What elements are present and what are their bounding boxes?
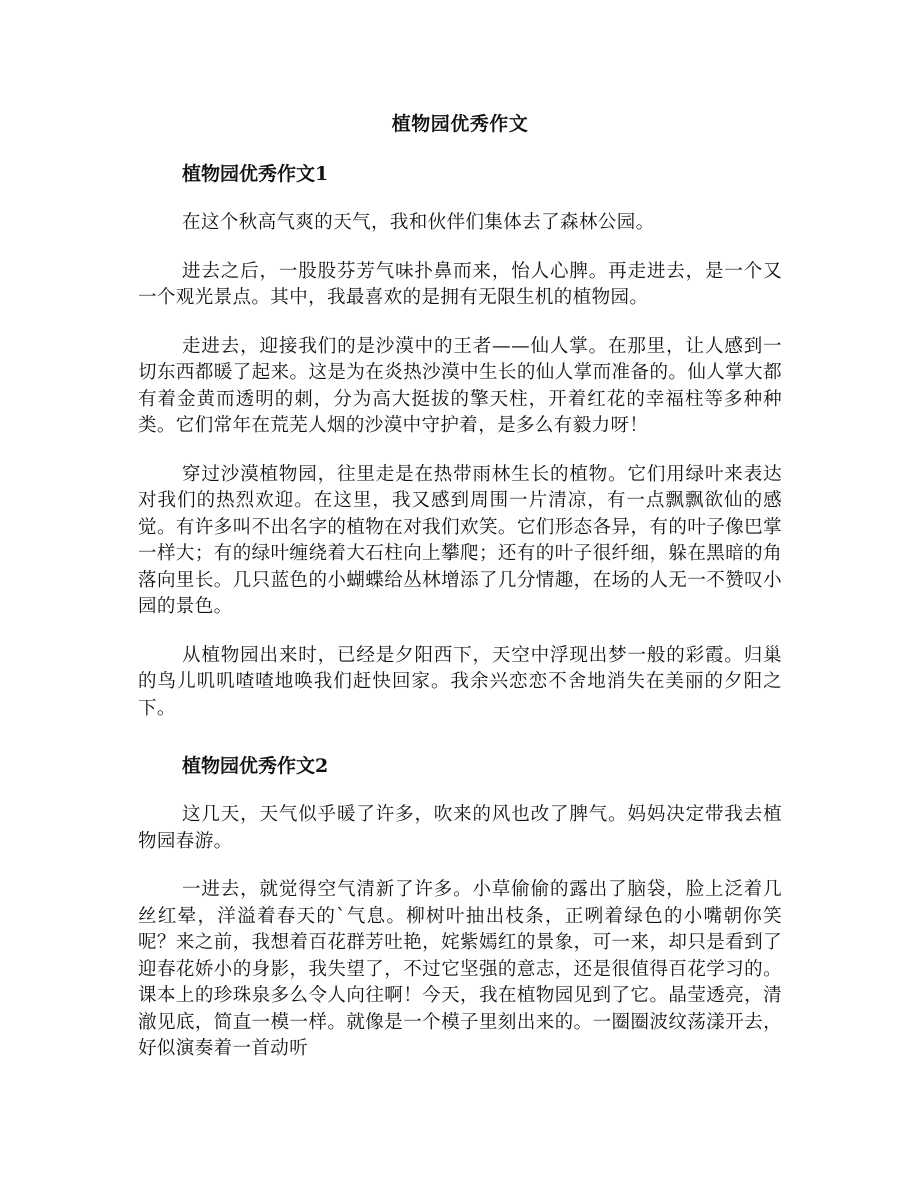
paragraph: 在这个秋高气爽的天气，我和伙伴们集体去了森林公园。	[182, 212, 655, 233]
document-title: 植物园优秀作文	[391, 113, 529, 135]
paragraph: 穿过沙漠植物园，往里走是在热带雨林生长的植物。它们用绿叶来表达对我们的热烈欢迎。在这里，我又感到周围一片清凉，有一点飘飘欲仙的感觉。有许多叫不出名字的植物在对我们欢笑。它们形态各异，有的叶子像巴掌一样大；有的绿叶缠绕着大石柱向上攀爬；还有的叶子很纤细，躲在黑暗的角落向里长。几只蓝色的小蝴蝶给丛林增添了几分情趣，在场的人无一不赞叹小园的景色。	[138, 463, 782, 617]
paragraph: 这几天，天气似乎暖了许多，吹来的风也改了脾气。妈妈决定带我去植物园春游。	[138, 804, 782, 852]
section-2	[138, 752, 782, 1063]
section-heading: 植物园优秀作文2	[182, 755, 329, 777]
section-1	[138, 160, 782, 722]
paragraph: 进去之后，一股股芬芳气味扑鼻而来，怡人心脾。再走进去，是一个又一个观光景点。其中，我最喜欢的是拥有无限生机的植物园。	[138, 260, 782, 308]
paragraph: 走进去，迎接我们的是沙漠中的王者——仙人掌。在那里，让人感到一切东西都暖了起来。这是为在炎热沙漠中生长的仙人掌而准备的。仙人掌大都有着金黄而透明的刺，分为高大挺拔的擎天柱，开着红花的幸福柱等多种种类。它们常年在荒芜人烟的沙漠中守护着，是多么有毅力呀！	[138, 335, 782, 436]
document-body	[138, 160, 782, 1063]
paragraph: 一进去，就觉得空气清新了许多。小草偷偷的露出了脑袋，脸上泛着几丝红晕，洋溢着春天的`气息。柳树叶抽出枝条，正咧着绿色的小嘴朝你笑呢？来之前，我想着百花群芳吐艳，姹紫嫣红的景象，可一来，却只是看到了迎春花娇小的身影，我失望了，不过它坚强的意志，还是很值得百花学习的。课本上的珍珠泉多么令人向往啊！今天，我在植物园见到了它。晶莹透亮，清澈见底，简直一模一样。就像是一个模子里刻出来的。一圈圈波纹荡漾开去，好似演奏着一首动听	[138, 879, 782, 1059]
section-heading: 植物园优秀作文1	[182, 163, 329, 185]
paragraph: 从植物园出来时，已经是夕阳西下，天空中浮现出梦一般的彩霞。归巢的鸟儿叽叽喳喳地唤我们赶快回家。我余兴恋恋不舍地消失在美丽的夕阳之下。	[138, 644, 782, 719]
